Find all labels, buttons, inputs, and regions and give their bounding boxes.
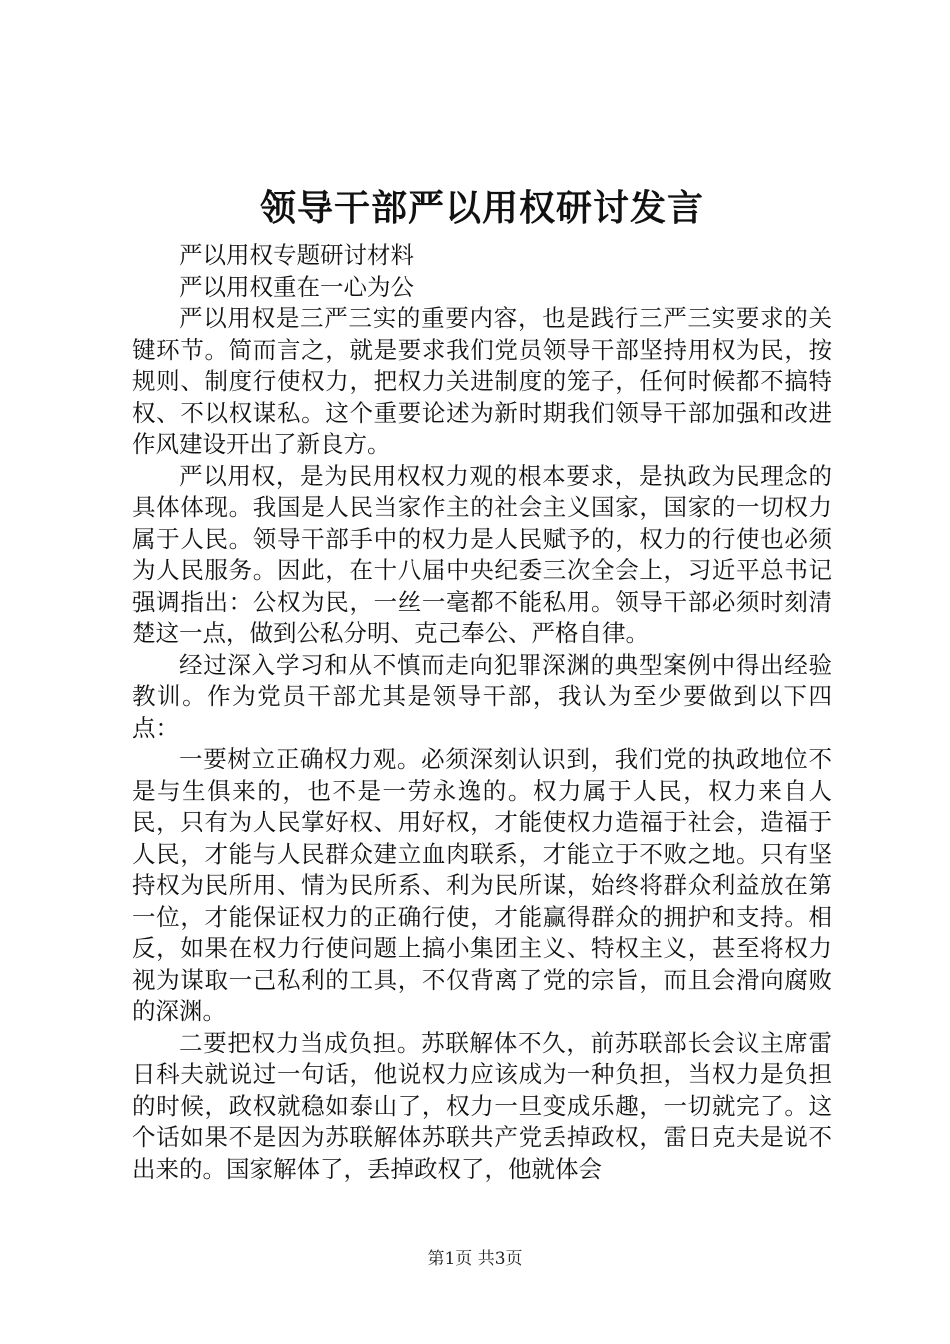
document-page	[132, 186, 832, 1185]
paragraph: 经过深入学习和从不慎而走向犯罪深渊的典型案例中得出经验教训。作为党员干部尤其是领导干部，我认为至少要做到以下四点：	[132, 650, 832, 742]
paragraph: 严以用权是三严三实的重要内容，也是践行三严三实要求的关键环节。简而言之，就是要求我们党员领导干部坚持用权为民，按规则、制度行使权力，把权力关进制度的笼子，任何时候都不搞特权、不以权谋私。这个重要论述为新时期我们领导干部加强和改进作风建设开出了新良方。	[132, 304, 832, 458]
paragraph: 严以用权，是为民用权权力观的根本要求，是执政为民理念的具体体现。我国是人民当家作主的社会主义国家，国家的一切权力属于人民。领导干部手中的权力是人民赋予的，权力的行使也必须为人民服务。因此，在十八届中央纪委三次全会上，习近平总书记强调指出：公权为民，一丝一毫都不能私用。领导干部必须时刻清楚这一点，做到公私分明、克己奉公、严格自律。	[132, 461, 832, 647]
paragraph: 一要树立正确权力观。必须深刻认识到，我们党的执政地位不是与生俱来的，也不是一劳永逸的。权力属于人民，权力来自人民，只有为人民掌好权、用好权，才能使权力造福于社会，造福于人民，才能与人民群众建立血肉联系，才能立于不败之地。只有坚持权为民所用、情为民所系、利为民所谋，始终将群众利益放在第一位，才能保证权力的正确行使，才能赢得群众的拥护和支持。相反，如果在权力行使问题上搞小集团主义、特权主义，甚至将权力视为谋取一己私利的工具，不仅背离了党的宗旨，而且会滑向腐败的深渊。	[132, 745, 832, 1025]
paragraph: 二要把权力当成负担。苏联解体不久，前苏联部长会议主席雷日科夫就说过一句话，他说权力应该成为一种负担，当权力是负担的时候，政权就稳如泰山了，权力一旦变成乐趣，一切就完了。这个话如果不是因为苏联解体苏联共产党丢掉政权，雷日克夫是说不出来的。国家解体了，丢掉政权了，他就体会	[132, 1028, 832, 1183]
page-footer: 第1页 共3页	[427, 1249, 523, 1269]
paragraph-subtitle-2: 严以用权重在一心为公	[179, 272, 414, 301]
paragraph-subtitle-1: 严以用权专题研讨材料	[179, 241, 414, 269]
document-title: 领导干部严以用权研讨发言	[259, 187, 704, 229]
